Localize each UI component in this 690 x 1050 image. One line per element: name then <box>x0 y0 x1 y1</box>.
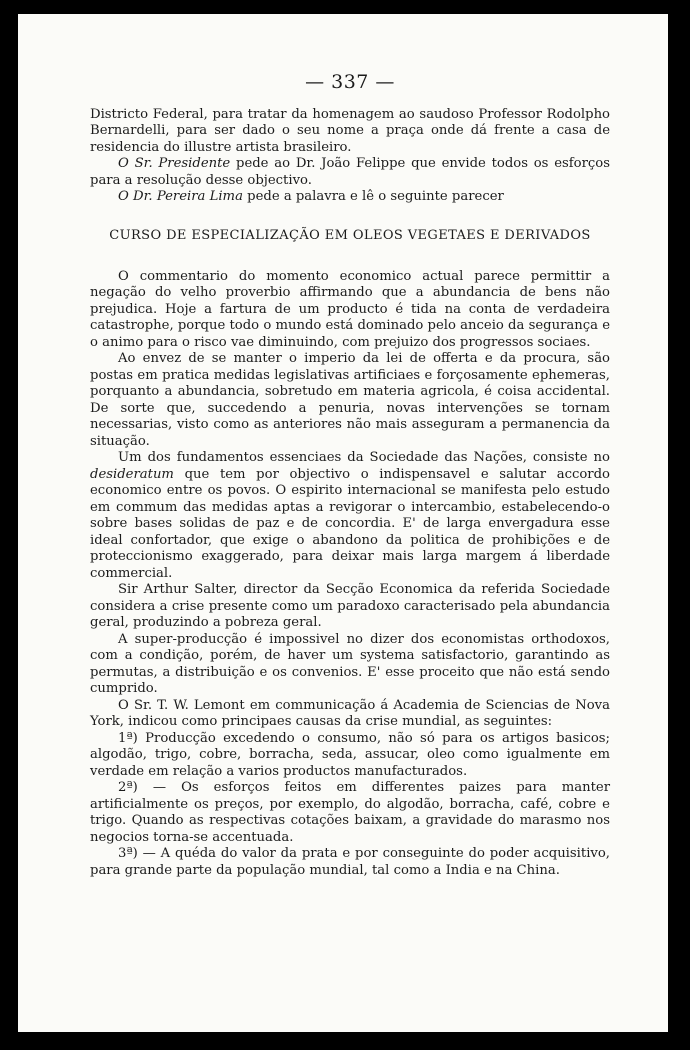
paragraph-desideratum <box>90 450 610 582</box>
page-number: — 337 — <box>305 71 395 93</box>
desideratum-italic: desideratum <box>90 466 174 482</box>
body-paragraph: A super-producção é impossivel no dizer dos economistas orthodoxos, com a condição, porém, de haver um systema satisfactorio, garantindo as permutas, a distribuição e os convenios. E' esse proceito que não está sendo cumprido. <box>90 631 610 696</box>
paragraph-pereira-lima-text: pede a palavra e lê o seguinte parecer <box>242 189 504 204</box>
paragraph-presidente-text: pede ao Dr. João Felippe que envide todos os esforços para a resolução desse objectivo. <box>90 156 610 188</box>
desideratum-after: que tem por objectivo o indispensavel e salutar accordo economico entre os povos. O espirito internacional se manifesta pelo estudo em commum das medidas aptas a revigorar o intercambio, estabelecendo-o sobre bases solidas de paz e de concordia. E' de larga envergadura esse ideal confortador, que exige o abandono da politica de prohibições e de proteccionismo exaggerado, para deixar mais larga margem á liberdade commercial. <box>90 466 610 581</box>
body-paragraph: O commentario do momento economico actual parece permittir a negação do velho proverbio affirmando que a abundancia de bens não prejudica. Hoje a fartura de um producto é tida na conta de verdadeira catastrophe, porque todo o mundo está dominado pelo anceio da segurança e o animo para o risco vae diminuindo, com prejuizo dos progressos sociaes. <box>90 268 610 350</box>
body-paragraph: O Sr. T. W. Lemont em communicação á Academia de Sciencias de Nova York, indicou como principaes causas da crise mundial, as seguintes: <box>90 697 610 729</box>
speaker-pereira-lima: O Dr. Pereira Lima <box>118 189 243 204</box>
page-content <box>90 71 610 879</box>
intro-paragraph: Districto Federal, para tratar da homenagem ao saudoso Professor Rodolpho Bernardelli, para ser dado o seu nome a praça onde dá frente a casa de residencia do illustre artista brasileiro. <box>90 106 610 155</box>
body-paragraph: Sir Arthur Salter, director da Secção Economica da referida Sociedade considera a crise presente como um paradoxo caracterisado pela abundancia geral, produzindo a pobreza geral. <box>90 582 610 630</box>
paragraph-pereira-lima <box>90 189 610 206</box>
list-item-1: 1ª) Producção excedendo o consumo, não só para os artigos basicos; algodão, trigo, cobre, borracha, seda, assucar, oleo como igualmente em verdade em relação a varios productos manufacturados. <box>90 730 610 779</box>
section-title: CURSO DE ESPECIALIZAÇÃO EM OLEOS VEGETAES E DERIVADOS <box>109 227 591 243</box>
list-item-3: 3ª) — A quéda do valor da prata e por conseguinte do poder acquisitivo, para grande parte da população mundial, tal como a India e na China. <box>90 846 610 878</box>
body-paragraph: Ao envez de se manter o imperio da lei de offerta e da procura, são postas em pratica medidas legislativas artificiaes e forçosamente ephemeras, porquanto a abundancia, sobretudo em materia agricola, é coisa accidental. De sorte que, succedendo a penuria, novas intervenções se tornam necessarias, visto como as anteriores não mais asseguram a permanencia da situação. <box>90 351 610 449</box>
desideratum-before: Um dos fundamentos essenciaes da Sociedade das Nações, consiste no <box>118 450 610 465</box>
page-scan <box>18 14 668 1032</box>
list-item-2: 2ª) — Os esforços feitos em differentes paizes para manter artificialmente os preços, por exemplo, do algodão, borracha, café, cobre e trigo. Quando as respectivas cotações baixam, a gravidade do marasmo nos negocios torna-se accentuada. <box>90 780 610 845</box>
paragraph-presidente <box>90 156 610 189</box>
speaker-presidente: O Sr. Presidente <box>118 156 231 171</box>
